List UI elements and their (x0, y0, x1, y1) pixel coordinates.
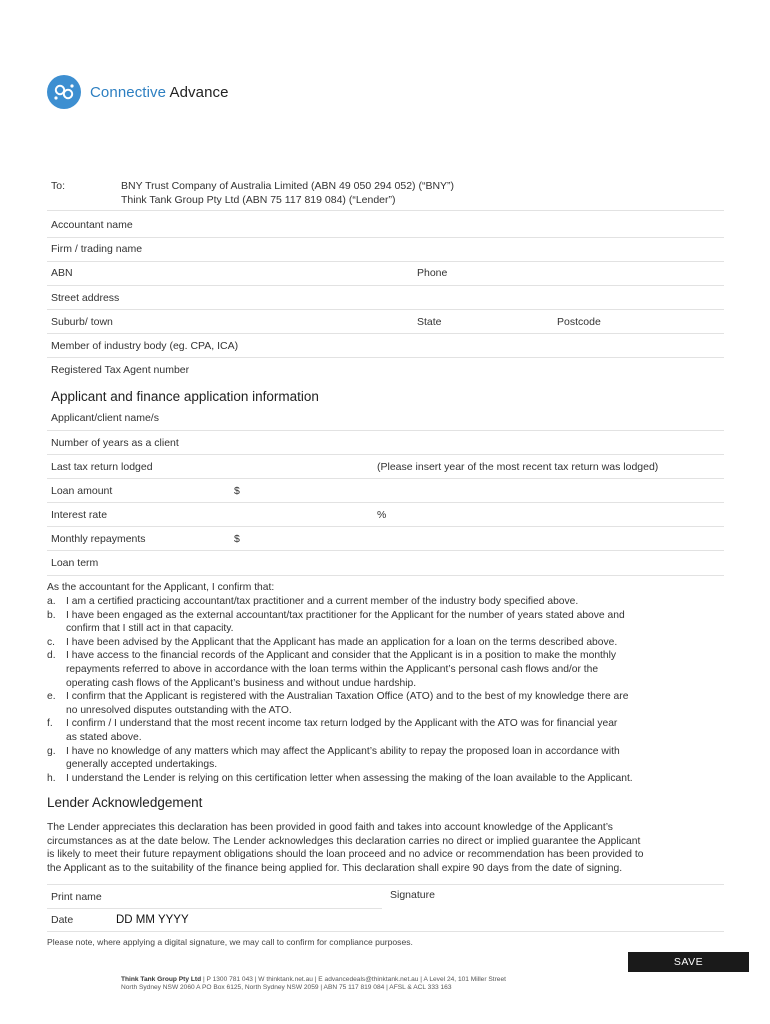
confirmation-item-text (66, 745, 726, 772)
confirmation-item (47, 649, 727, 690)
confirmation-item-line: repayments referred to above in accordance with the loan terms within the Applicant’s personal cash flows and/or the (66, 663, 599, 675)
abn-label: ABN (51, 267, 73, 279)
confirmation-item (47, 636, 727, 650)
divider (47, 550, 724, 551)
confirmation-item-line: I am a certified practicing accountant/tax practitioner and a current member of the industry body specified above. (66, 596, 579, 607)
last-tax-return-hint: (Please insert year of the most recent tax return was lodged) (377, 461, 659, 473)
interest-rate-percent: % (377, 509, 387, 521)
confirmation-item-letter: d. (47, 650, 56, 662)
suburb-field[interactable] (130, 313, 404, 333)
loan-amount-field[interactable] (246, 482, 724, 502)
confirmation-item-text (66, 649, 726, 690)
loan-term-label: Loan term (51, 557, 99, 569)
tax-agent-number-label: Registered Tax Agent number (51, 364, 190, 376)
divider (47, 884, 724, 885)
industry-body-field[interactable] (270, 337, 724, 357)
confirmation-item-letter: a. (47, 596, 56, 607)
print-name-field[interactable] (115, 888, 384, 908)
divider (47, 931, 724, 932)
abn-field[interactable] (90, 264, 404, 284)
brand-name (90, 84, 229, 101)
divider (47, 478, 724, 479)
confirmation-item-line: I have access to the financial records of the Applicant and consider that the Applicant is in a position to make the monthly (66, 650, 617, 662)
confirmation-item-line: I have been advised by the Applicant that the Applicant has made an application for a loan on the terms described above. (66, 636, 618, 648)
confirmation-item-line: operating cash flows of the Applicant’s business and without undue hardship. (66, 677, 417, 689)
confirmation-item-line: as stated above. (66, 731, 142, 743)
divider (47, 575, 724, 576)
signature-label: Signature (390, 889, 435, 901)
monthly-repayments-label: Monthly repayments (51, 533, 146, 545)
lender-acknowledgement-heading: Lender Acknowledgement (47, 795, 203, 810)
monthly-repayments-field[interactable] (246, 530, 724, 550)
confirmation-item-line: generally accepted undertakings. (66, 759, 218, 771)
confirmation-item-text (66, 717, 726, 744)
confirmation-item (47, 772, 727, 786)
phone-label: Phone (417, 267, 448, 279)
confirmation-item-letter: e. (47, 691, 56, 703)
addressee-line-1: BNY Trust Company of Australia Limited (ABN 49 050 294 052) (“BNY”) (121, 180, 455, 192)
last-tax-return-field[interactable] (180, 458, 374, 478)
confirmation-item-line: I understand the Lender is relying on this certification letter when assessing the making of the loan available to the Applicant. (66, 772, 633, 784)
lender-text-line: is likely to meet their future repayment obligations should the loan proceed and no advice or recommendation has been provided to (47, 849, 644, 861)
save-button[interactable]: SAVE (628, 952, 749, 972)
signature-field[interactable] (445, 886, 724, 908)
loan-term-field[interactable] (110, 554, 724, 574)
confirmation-item-line: confirm that I still act in that capacity. (66, 623, 234, 635)
accountant-name-field[interactable] (160, 216, 724, 236)
confirmation-item-line: I have been engaged as the external accountant/tax practitioner for the Applicant for the number of years stated above and (66, 609, 625, 621)
firm-name-field[interactable] (160, 240, 724, 260)
postcode-field[interactable] (610, 313, 724, 333)
footer-line-2: North Sydney NSW 2060 A PO Box 6125, North Sydney NSW 2059 | ABN 75 117 819 084 | AFSL & ACL 333 163 (121, 984, 452, 992)
suburb-label: Suburb/ town (51, 316, 113, 328)
years-as-client-field[interactable] (210, 434, 724, 454)
client-names-label: Applicant/client name/s (51, 412, 159, 424)
divider (47, 357, 724, 358)
confirmation-item-text (66, 772, 726, 786)
divider (47, 908, 382, 909)
years-as-client-label: Number of years as a client (51, 437, 179, 449)
confirmation-item-text (66, 595, 726, 609)
firm-name-label: Firm / trading name (51, 243, 143, 255)
divider (47, 333, 724, 334)
footer-line-1 (121, 976, 506, 984)
confirmation-item-letter: c. (47, 636, 56, 648)
street-address-label: Street address (51, 292, 120, 304)
lender-text-line: The Lender appreciates this declaration has been provided in good faith and takes into account knowledge of the Applicant’s (47, 822, 613, 833)
confirmation-item-line: I have no knowledge of any matters which may affect the Applicant’s ability to repay the proposed loan in accordance with (66, 745, 620, 757)
confirmation-item (47, 595, 727, 609)
postcode-label: Postcode (557, 316, 601, 328)
confirmation-item-text (66, 690, 726, 717)
divider (47, 430, 724, 431)
confirmation-item-letter: g. (47, 745, 56, 757)
confirmation-item-letter: b. (47, 609, 56, 621)
footer-contacts: | P 1300 781 043 | W thinktank.net.au | E advancedeals@thinktank.net.au | A Level 24, 101 Miller Street (201, 976, 506, 983)
state-label: State (417, 316, 442, 328)
date-field[interactable]: DD MM YYYY (116, 914, 189, 926)
confirmation-item (47, 609, 727, 636)
digital-signature-note: Please note, where applying a digital signature, we may call to confirm for compliance purposes. (47, 937, 413, 947)
tax-agent-number-field[interactable] (220, 361, 724, 381)
confirmation-item-line: no unresolved disputes outstanding with the ATO. (66, 704, 292, 716)
last-tax-return-label: Last tax return lodged (51, 461, 153, 473)
divider (47, 210, 724, 211)
confirmation-item-text (66, 636, 726, 650)
addressee-line-2: Think Tank Group Pty Ltd (ABN 75 117 819 084) (“Lender”) (121, 194, 396, 206)
lender-text-line: circumstances as at the date below. The Lender acknowledges this declaration carries no direct or implied guarantee the Applicant (47, 835, 641, 847)
confirmation-item-line: I confirm / I understand that the most recent income tax return lodged by the Applicant with the ATO was for financial year (66, 718, 618, 730)
lender-text-line: the Applicant as to the suitability of the finance being applied for. This declaration shall expire 90 days from the date of signing. (47, 862, 623, 874)
loan-amount-currency: $ (234, 485, 240, 497)
connective-logo-icon (47, 75, 81, 109)
phone-field[interactable] (460, 264, 724, 284)
confirmation-item (47, 690, 727, 717)
divider (47, 502, 724, 503)
applicant-section-heading: Applicant and finance application information (51, 389, 319, 404)
to-label: To: (51, 180, 66, 192)
accountant-name-label: Accountant name (51, 219, 133, 231)
confirmation-item-line: I confirm that the Applicant is registered with the Australian Taxation Office (ATO) and to the best of my knowledge there are (66, 691, 629, 703)
confirmation-item (47, 717, 727, 744)
loan-amount-label: Loan amount (51, 485, 113, 497)
divider (47, 526, 724, 527)
industry-body-label: Member of industry body (eg. CPA, ICA) (51, 340, 239, 352)
brand-logo (47, 75, 229, 109)
lender-acknowledgement-text (47, 821, 643, 875)
interest-rate-label: Interest rate (51, 509, 108, 521)
confirmation-item-text (66, 609, 726, 636)
footer (121, 976, 506, 993)
footer-company: Think Tank Group Pty Ltd (121, 976, 202, 983)
divider (47, 261, 724, 262)
confirmation-item-letter: h. (47, 772, 56, 784)
confirmation-item (47, 745, 727, 772)
state-field[interactable] (450, 313, 549, 333)
divider (47, 309, 724, 310)
client-names-field[interactable] (200, 409, 724, 429)
divider (47, 454, 724, 455)
street-address-field[interactable] (140, 289, 724, 309)
brand-name-part1: Connective (90, 83, 167, 101)
divider (47, 237, 724, 238)
interest-rate-field[interactable] (130, 506, 374, 526)
brand-name-part2: Advance (169, 83, 229, 101)
date-label: Date (51, 914, 74, 926)
confirmation-item-letter: f. (47, 718, 53, 730)
monthly-repayments-currency: $ (234, 533, 240, 545)
print-name-label: Print name (51, 891, 102, 903)
divider (47, 285, 724, 286)
confirmation-intro: As the accountant for the Applicant, I confirm that: (47, 582, 275, 593)
